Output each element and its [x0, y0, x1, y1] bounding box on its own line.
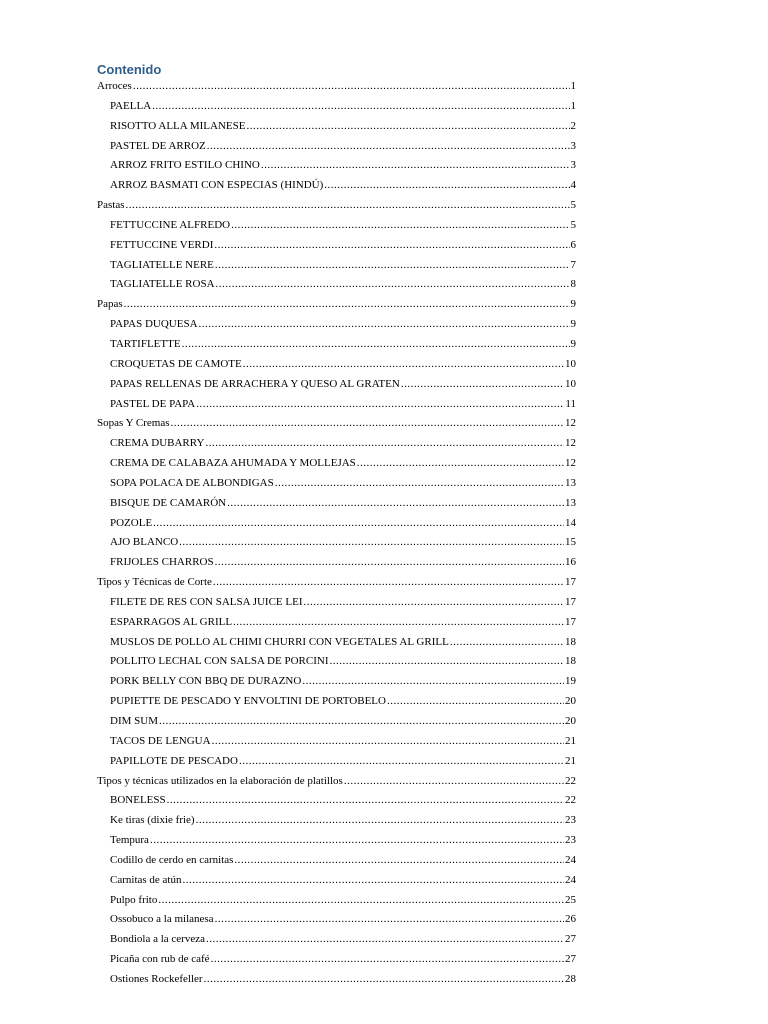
toc-entry-label: Tipos y técnicas utilizados en la elaboración de platillos [97, 774, 343, 787]
toc-page-number: 2 [570, 119, 576, 132]
toc-entry-label: Arroces [97, 80, 132, 92]
toc-subsection-entry[interactable] [97, 140, 576, 160]
toc-subsection-entry[interactable] [97, 695, 576, 715]
toc-subsection-entry[interactable] [97, 556, 576, 576]
toc-dot-leader [199, 318, 570, 330]
toc-page-number: 22 [565, 774, 576, 787]
toc-page-number: 17 [565, 576, 576, 589]
toc-dot-leader [211, 953, 564, 965]
toc-dot-leader [124, 298, 570, 310]
toc-subsection-entry[interactable] [97, 933, 576, 953]
toc-subsection-entry[interactable] [97, 239, 576, 259]
toc-dot-leader [233, 616, 564, 628]
toc-subsection-entry[interactable] [97, 755, 576, 775]
toc-entry-label: Picaña con rub de café [110, 953, 210, 966]
toc-entry-label: AJO BLANCO [110, 536, 179, 549]
toc-entry-label: ESPARRAGOS AL GRILL [110, 615, 233, 628]
toc-entry-label: DIM SUM [110, 715, 158, 727]
toc-entry-label: Pulpo frito [110, 893, 158, 906]
toc-page-number: 21 [565, 754, 576, 767]
toc-page-number: 24 [565, 873, 576, 886]
toc-subsection-entry[interactable] [97, 675, 576, 695]
toc-dot-leader [214, 239, 569, 251]
toc-subsection-entry[interactable] [97, 794, 576, 814]
toc-page-number: 15 [565, 536, 576, 549]
toc-subsection-entry[interactable] [97, 517, 576, 537]
toc-entry-label: Papas [97, 298, 123, 311]
toc-page-number: 19 [565, 675, 576, 688]
toc-entry-label: TAGLIATELLE ROSA [110, 278, 215, 291]
toc-dot-leader [401, 378, 564, 390]
toc-page-number: 18 [565, 635, 576, 648]
toc-entry-label: ARROZ FRITO ESTILO CHINO [110, 159, 260, 172]
toc-page-number: 3 [570, 159, 576, 172]
toc-subsection-entry[interactable] [97, 616, 576, 636]
toc-page-number: 23 [565, 834, 576, 847]
toc-entry-label: BONELESS [110, 794, 166, 807]
toc-entry-label: TARTIFLETTE [110, 337, 181, 350]
toc-subsection-entry[interactable] [97, 378, 576, 398]
toc-page-number: 22 [565, 794, 576, 807]
toc-entry-label: POLLITO LECHAL CON SALSA DE PORCINI [110, 655, 329, 668]
toc-dot-leader [152, 100, 569, 112]
toc-entry-label: RISOTTO ALLA MILANESE [110, 119, 246, 132]
toc-entry-label: Bondiola a la cerveza [110, 933, 205, 946]
toc-page-number: 13 [565, 476, 576, 489]
toc-page-number: 20 [565, 715, 576, 727]
toc-page-number: 8 [570, 278, 576, 291]
toc-page-number: 16 [565, 556, 576, 569]
toc-entry-label: Pastas [97, 199, 125, 212]
toc-page-number: 27 [565, 953, 576, 966]
toc-dot-leader [243, 358, 564, 370]
toc-page-number: 9 [570, 298, 576, 311]
toc-subsection-entry[interactable] [97, 894, 576, 914]
toc-page-number: 26 [565, 913, 576, 926]
toc-entry-label: BISQUE DE CAMARÓN [110, 496, 227, 509]
toc-entry-label: CROQUETAS DE CAMOTE [110, 357, 242, 370]
toc-dot-leader [231, 219, 569, 231]
toc-page-number: 20 [565, 695, 576, 708]
toc-page-number: 1 [570, 99, 576, 112]
toc-page-number: 21 [565, 734, 576, 747]
toc-dot-leader [261, 159, 570, 171]
toc-dot-leader [246, 120, 569, 132]
toc-subsection-entry[interactable] [97, 596, 576, 616]
toc-subsection-entry[interactable] [97, 358, 576, 378]
toc-dot-leader [182, 874, 564, 886]
toc-dot-leader [275, 477, 564, 489]
toc-dot-leader [179, 536, 564, 548]
toc-page-number: 12 [565, 457, 576, 470]
toc-entry-label: PAPAS DUQUESA [110, 318, 198, 331]
toc-dot-leader [216, 278, 570, 290]
toc-entry-label: CREMA DUBARRY [110, 437, 205, 450]
toc-dot-leader [196, 398, 564, 410]
toc-entry-label: Tipos y Técnicas de Corte [97, 576, 212, 589]
toc-page-number: 10 [565, 377, 576, 390]
toc-dot-leader [206, 933, 564, 945]
toc-dot-leader [207, 140, 570, 152]
toc-page-number: 14 [565, 516, 576, 529]
toc-dot-leader [182, 338, 570, 350]
toc-subsection-entry[interactable] [97, 854, 576, 874]
toc-subsection-entry[interactable] [97, 497, 576, 517]
toc-subsection-entry[interactable] [97, 655, 576, 675]
toc-page-number: 17 [565, 615, 576, 628]
toc-page-number: 5 [570, 218, 576, 231]
toc-dot-leader [357, 457, 564, 469]
toc-entry-label: FILETE DE RES CON SALSA JUICE LEI [110, 595, 303, 608]
toc-subsection-entry[interactable] [97, 259, 576, 279]
toc-subsection-entry[interactable] [97, 278, 576, 298]
toc-dot-leader [239, 755, 564, 767]
toc-subsection-entry[interactable] [97, 437, 576, 457]
toc-entry-label: TACOS DE LENGUA [110, 734, 211, 747]
toc-dot-leader [215, 259, 570, 271]
toc-section-entry[interactable] [97, 775, 576, 795]
toc-dot-leader [212, 735, 564, 747]
toc-subsection-entry[interactable] [97, 398, 576, 418]
toc-entry-label: PASTEL DE ARROZ [110, 139, 206, 152]
toc-entry-label: MUSLOS DE POLLO AL CHIMI CHURRI CON VEGETALES AL GRILL [110, 635, 449, 648]
toc-page-number: 27 [565, 933, 576, 946]
toc-subsection-entry[interactable] [97, 318, 576, 338]
toc-subsection-entry[interactable] [97, 179, 576, 199]
toc-dot-leader [150, 834, 564, 846]
toc-section-entry[interactable] [97, 417, 576, 437]
toc-page-number: 10 [565, 357, 576, 370]
toc-entry-label: PASTEL DE PAPA [110, 397, 196, 410]
toc-list [97, 80, 576, 993]
toc-entry-label: Ossobuco a la milanesa [110, 913, 214, 926]
toc-dot-leader [153, 517, 564, 529]
toc-entry-label: PAELLA [110, 99, 152, 112]
toc-entry-label: Codillo de cerdo en carnitas [110, 853, 234, 866]
toc-page-number: 9 [570, 318, 576, 331]
toc-dot-leader [205, 437, 564, 449]
toc-subsection-entry[interactable] [97, 735, 576, 755]
toc-dot-leader [133, 80, 570, 92]
toc-page-number: 18 [565, 655, 576, 668]
toc-entry-label: POZOLE [110, 516, 153, 529]
toc-page-number: 12 [565, 417, 576, 430]
toc-subsection-entry[interactable] [97, 219, 576, 239]
toc-entry-label: PUPIETTE DE PESCADO Y ENVOLTINI DE PORTOBELO [110, 695, 386, 708]
toc-page-number: 6 [570, 238, 576, 251]
toc-dot-leader [215, 556, 564, 568]
toc-subsection-entry[interactable] [97, 120, 576, 140]
toc-page-number: 5 [570, 199, 576, 212]
toc-dot-leader [344, 775, 564, 787]
toc-subsection-entry[interactable] [97, 973, 576, 993]
toc-subsection-entry[interactable] [97, 874, 576, 894]
toc-page-number: 1 [570, 80, 576, 92]
toc-dot-leader [329, 655, 564, 667]
toc-entry-label: PAPILLOTE DE PESCADO [110, 754, 238, 767]
toc-page-number: 28 [565, 972, 576, 985]
toc-subsection-entry[interactable] [97, 636, 576, 656]
toc-entry-label: TAGLIATELLE NERE [110, 258, 214, 271]
toc-dot-leader [387, 695, 564, 707]
toc-entry-label: SOPA POLACA DE ALBONDIGAS [110, 476, 274, 489]
toc-dot-leader [167, 794, 564, 806]
toc-entry-label: PORK BELLY CON BBQ DE DURAZNO [110, 675, 302, 688]
toc-entry-label: ARROZ BASMATI CON ESPECIAS (HINDÚ) [110, 179, 324, 192]
toc-dot-leader [227, 497, 564, 509]
toc-dot-leader [304, 596, 565, 608]
toc-page-number: 23 [565, 814, 576, 827]
toc-dot-leader [204, 973, 564, 985]
toc-page-number: 12 [565, 437, 576, 450]
toc-page-number: 3 [570, 139, 576, 152]
toc-dot-leader [159, 715, 564, 727]
toc-subsection-entry[interactable] [97, 536, 576, 556]
toc-subsection-entry[interactable] [97, 715, 576, 735]
toc-page-number: 11 [565, 397, 576, 410]
toc-subsection-entry[interactable] [97, 913, 576, 933]
toc-dot-leader [158, 894, 564, 906]
toc-dot-leader [215, 913, 564, 925]
toc-entry-label: Tempura [110, 834, 149, 847]
toc-dot-leader [196, 814, 564, 826]
toc-entry-label: FRIJOLES CHARROS [110, 556, 214, 569]
toc-entry-label: Sopas Y Cremas [97, 417, 170, 430]
toc-page-number: 7 [570, 258, 576, 271]
toc-section-entry[interactable] [97, 199, 576, 219]
toc-title: Contenido [97, 62, 162, 77]
toc-dot-leader [324, 179, 569, 191]
toc-page-number: 4 [570, 179, 576, 192]
toc-subsection-entry[interactable] [97, 457, 576, 477]
toc-dot-leader [213, 576, 564, 588]
toc-subsection-entry[interactable] [97, 814, 576, 834]
toc-subsection-entry[interactable] [97, 953, 576, 973]
toc-subsection-entry[interactable] [97, 477, 576, 497]
toc-page-number: 9 [570, 337, 576, 350]
toc-section-entry[interactable] [97, 80, 576, 100]
toc-subsection-entry[interactable] [97, 159, 576, 179]
toc-page-number: 24 [565, 853, 576, 866]
toc-entry-label: Ke tiras (dixie frie) [110, 814, 195, 827]
toc-subsection-entry[interactable] [97, 338, 576, 358]
toc-subsection-entry[interactable] [97, 834, 576, 854]
toc-dot-leader [126, 199, 570, 211]
toc-entry-label: FETTUCCINE VERDI [110, 238, 214, 251]
toc-section-entry[interactable] [97, 576, 576, 596]
toc-section-entry[interactable] [97, 298, 576, 318]
toc-entry-label: FETTUCCINE ALFREDO [110, 218, 231, 231]
toc-page-number: 13 [565, 496, 576, 509]
toc-subsection-entry[interactable] [97, 100, 576, 120]
toc-entry-label: Carnitas de atún [110, 873, 182, 886]
toc-dot-leader [450, 636, 564, 648]
toc-page-number: 25 [565, 893, 576, 906]
toc-entry-label: Ostiones Rockefeller [110, 972, 203, 985]
toc-entry-label: CREMA DE CALABAZA AHUMADA Y MOLLEJAS [110, 457, 356, 470]
toc-entry-label: PAPAS RELLENAS DE ARRACHERA Y QUESO AL GRATEN [110, 377, 400, 390]
toc-dot-leader [171, 417, 564, 429]
toc-page-number: 17 [565, 595, 576, 608]
toc-dot-leader [234, 854, 564, 866]
toc-dot-leader [302, 675, 564, 687]
